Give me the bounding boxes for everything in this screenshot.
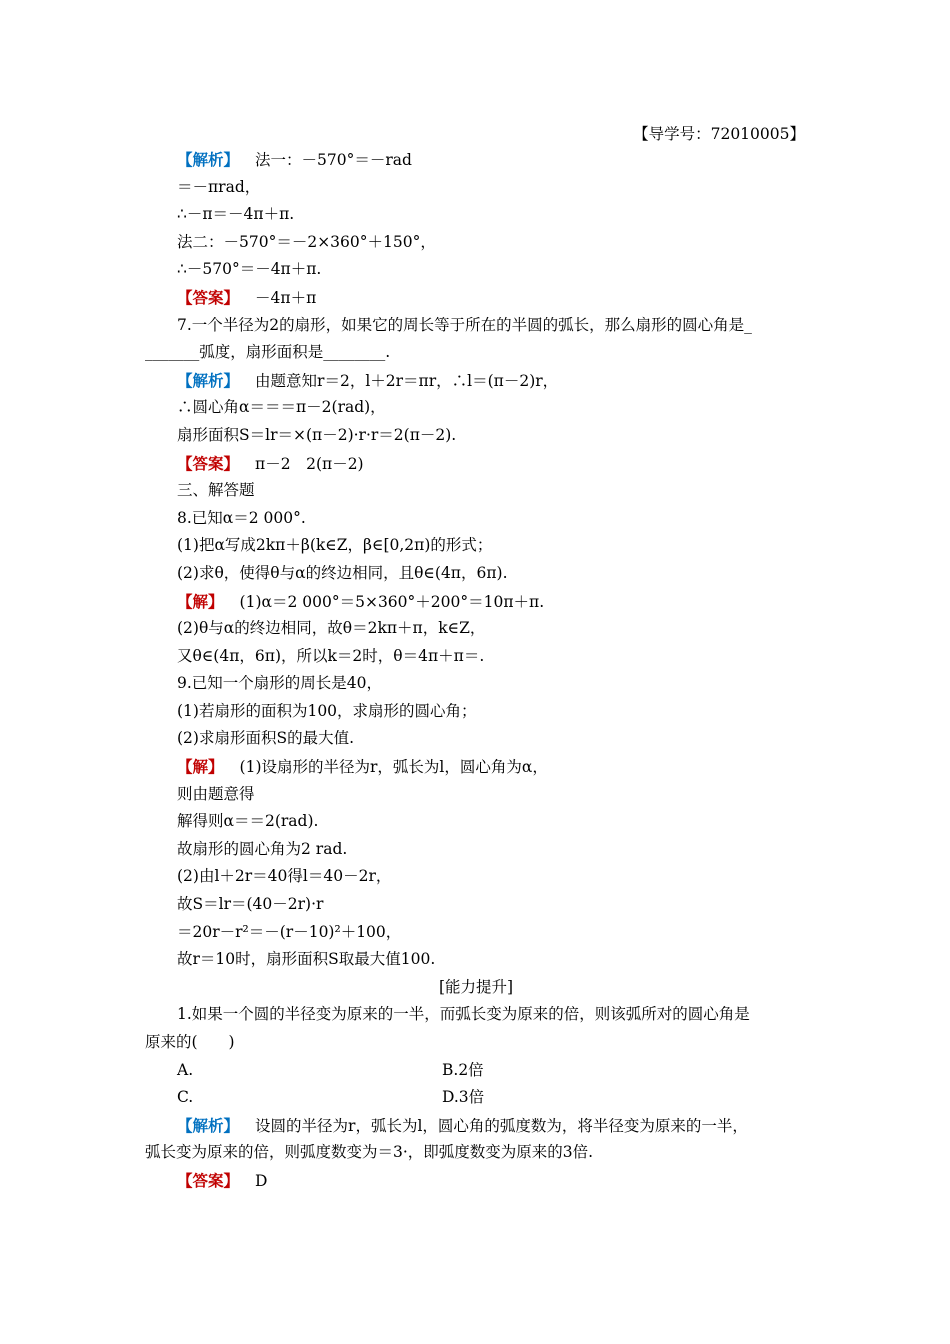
text-line: (1)若扇形的面积为100，求扇形的圆心角； <box>177 701 477 720</box>
text-line: ＝20r－r²＝－(r－10)²＋100， <box>177 922 402 941</box>
text-line: (2)求θ，使得θ与α的终边相同，且θ∈(4π，6π). <box>177 563 508 582</box>
q6-analysis-line: 【解析】 法一：－570°＝－rad <box>177 150 412 169</box>
text-line: (1)把α写成2kπ＋β(k∈Z，β∈[0,2π)的形式； <box>177 536 493 555</box>
p1-analysis-line: 【解析】 设圆的半径为r，弧长为l，圆心角的弧度数为，将半径变为原来的一半， <box>177 1115 748 1135</box>
text-line: 则由题意得 <box>177 784 255 803</box>
question-9-stem: 9.已知一个扇形的周长是40， <box>177 674 383 693</box>
text-line: 法二：－570°＝－2×360°＋150°， <box>177 232 436 251</box>
text-line: 又θ∈(4π，6π)，所以k＝2时，θ＝4π＋π＝. <box>177 646 485 665</box>
text-line: ∴圆心角α＝＝＝π－2(rad)， <box>177 398 386 417</box>
text-line: (2)由l＋2r＝40得l＝40－2r， <box>177 867 392 886</box>
q6-answer-line: 【答案】 －4π＋π <box>177 287 317 307</box>
option-c: C. <box>177 1088 194 1107</box>
text-line: ∴－570°＝－4π＋π. <box>177 260 322 279</box>
q9-solution-line: 【解】 (1)设扇形的半径为r，弧长为l，圆心角为α， <box>177 757 548 777</box>
option-d: D.3倍 <box>442 1088 485 1107</box>
q8-solution-line: 【解】 (1)α＝2 000°＝5×360°＋200°＝10π＋π. <box>177 591 545 611</box>
document-body <box>145 146 807 1195</box>
practice-1-stem: 1.如果一个圆的半径变为原来的一半，而弧长变为原来的倍，则该弧所对的圆心角是 <box>177 1005 750 1024</box>
options-row-cd <box>177 1084 807 1112</box>
question-7-stem: 7.一个半径为2的扇形，如果它的周长等于所在的半圆的弧长，那么扇形的圆心角是_ <box>177 315 752 334</box>
text-line: 故r＝10时，扇形面积S取最大值100. <box>177 950 436 969</box>
question-7-stem-cont: _______弧度，扇形面积是________. <box>145 343 391 362</box>
question-8-stem: 8.已知α＝2 000°. <box>177 508 306 527</box>
p1-answer-line: 【答案】 D <box>177 1170 268 1190</box>
q7-analysis-line: 【解析】 由题意知r＝2，l＋2r＝πr，∴l＝(π－2)r， <box>177 370 559 390</box>
practice-1-stem-cont: 原来的( ) <box>145 1033 235 1051</box>
reference-number: 【导学号：72010005】 <box>633 125 805 143</box>
q7-answer-line: 【答案】 π－2 2(π－2) <box>177 453 364 473</box>
text-line: 解得则α＝＝2(rad). <box>177 812 319 831</box>
options-row-ab <box>177 1057 807 1085</box>
text-line: ∴－π＝－4π＋π. <box>177 205 295 224</box>
option-b: B.2倍 <box>442 1060 484 1079</box>
section-heading: 三、解答题 <box>177 481 255 500</box>
text-line: 故S＝lr＝(40－2r)·r <box>177 895 324 914</box>
text-line: 故扇形的圆心角为2 rad. <box>177 839 348 858</box>
text-line: (2)θ与α的终边相同，故θ＝2kπ＋π，k∈Z， <box>177 619 486 638</box>
text-line: ＝－πrad， <box>177 177 261 196</box>
section-heading-ability: [能力提升] <box>438 977 514 996</box>
text-line: 弧长变为原来的倍，则弧度数变为＝3·，即弧度数变为原来的3倍. <box>145 1143 594 1162</box>
text-line: 扇形面积S＝lr＝×(π－2)·r·r＝2(π－2). <box>177 425 457 444</box>
option-a: A. <box>177 1060 194 1079</box>
text-line: (2)求扇形面积S的最大值. <box>177 729 355 748</box>
